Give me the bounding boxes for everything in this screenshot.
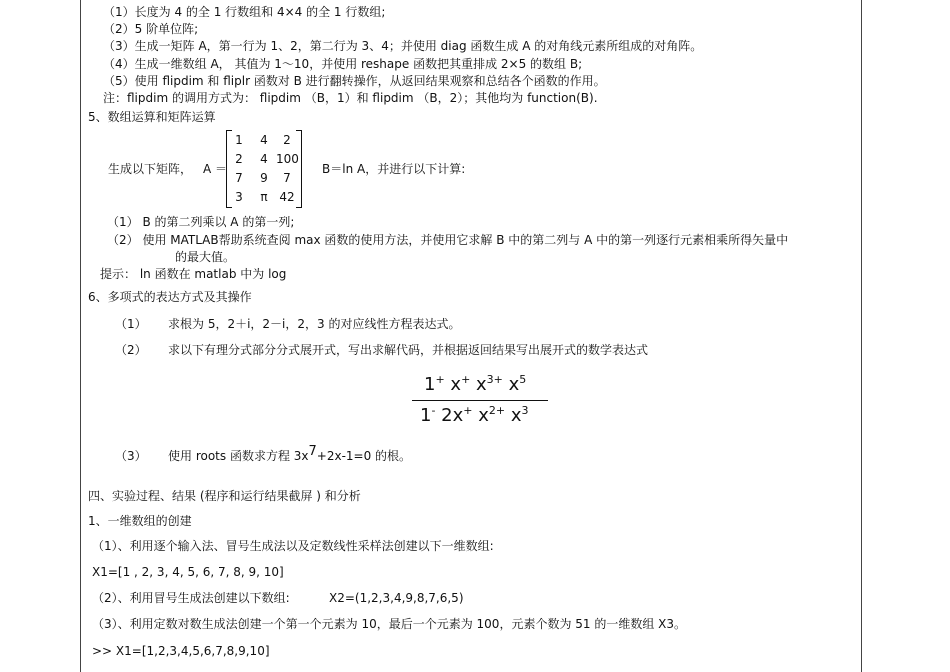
a-equals: A ＝ — [203, 162, 228, 176]
x1-array: X1=[1 , 2, 3, 4, 5, 6, 7, 8, 9, 10] — [92, 565, 284, 579]
b-equals: B＝ln A，并进行以下计算: — [322, 162, 466, 176]
matrix-cell: 4 — [260, 133, 268, 147]
task-4-1-2: （2）、利用冒号生成法创建以下数组: — [92, 591, 290, 605]
right-border — [861, 0, 862, 672]
item-5: （5）使用 flipdim 和 fliplr 函数对 B 进行翻转操作，从返回结果观察和总结各个函数的作用。 — [103, 74, 606, 88]
matrix-cell: 42 — [279, 190, 295, 204]
task-4-1-1: （1）、利用逐个输入法、冒号生成法以及定数线性采样法创建以下一维数组: — [92, 539, 494, 553]
left-border — [80, 0, 81, 672]
matrix-cell: 2 — [235, 152, 243, 166]
heading-5: 5、数组运算和矩阵运算 — [88, 110, 216, 124]
matrix-cell: 7 — [283, 171, 291, 185]
q3-number: （3） — [115, 449, 147, 463]
matrix-cell: 4 — [260, 152, 268, 166]
item-2: （2）5 阶单位阵; — [103, 22, 199, 36]
item-4: （4）生成一维数组 A， 其值为 1～10，并使用 reshape 函数把其重排成 2×5 的数组 B; — [103, 57, 583, 71]
q1-number: （1） — [115, 317, 147, 331]
rational-fraction — [412, 372, 548, 426]
calc-1: （1） B 的第二列乘以 A 的第一列; — [107, 215, 295, 229]
calc-2: （2） 使用 MATLAB帮助系统查阅 max 函数的使用方法，并使用它求解 B 中的第二列与 A 中的第一列逐行元素相乘所得矢量中 — [107, 233, 789, 247]
q3-text: 使用 roots 函数求方程 3x7+2x-1=0 的根。 — [168, 444, 412, 463]
item-3: （3）生成一矩阵 A，第一行为 1、2，第二行为 3、4；并使用 diag 函数生成 A 的对角线元素所组成的对角阵。 — [103, 39, 703, 53]
matrix-cell: π — [260, 190, 268, 204]
matrix-a — [226, 130, 302, 208]
fraction-numerator: 1+ x+ $x^{3+}$ $x^5$ — [424, 373, 527, 395]
fraction-bar — [412, 400, 548, 401]
section-4-heading: 四、实验过程、结果 (程序和运行结果截屏 ) 和分析 — [88, 489, 361, 503]
matrix-cell: 9 — [260, 171, 268, 185]
note: 注：flipdim 的调用方式为： flipdim （B，1）和 flipdim （B，2）；其他均为 function(B). — [103, 91, 598, 105]
section-4-1-heading: 1、一维数组的创建 — [88, 514, 192, 528]
calc-2-cont: 的最大值。 — [175, 250, 236, 264]
x2-array: X2=(1,2,3,4,9,8,7,6,5) — [329, 591, 464, 605]
gen-matrix-prefix: 生成以下矩阵， — [108, 162, 193, 176]
heading-6: 6、多项式的表达方式及其操作 — [88, 290, 252, 304]
fraction-denominator: 1- 2x+ $x^{2+}$ $x^3$ — [420, 404, 529, 426]
matrix-cell: 3 — [235, 190, 243, 204]
item-1: （1）长度为 4 的全 1 行数组和 4×4 的全 1 行数组; — [103, 5, 386, 19]
q2-text: 求以下有理分式部分分式展开式，写出求解代码，并根据返回结果写出展开式的数学表达式 — [168, 343, 649, 357]
q2-number: （2） — [115, 343, 147, 357]
matrix-cell: 1 — [235, 133, 243, 147]
command-line: >> X1=[1,2,3,4,5,6,7,8,9,10] — [92, 644, 270, 658]
matrix-cell: 7 — [235, 171, 243, 185]
hint: 提示： ln 函数在 matlab 中为 log — [100, 267, 287, 281]
q1-text: 求根为 5，2＋i，2－i，2，3 的对应线性方程表达式。 — [168, 317, 461, 331]
matrix-cell: 100 — [276, 152, 299, 166]
task-4-1-3: （3）、利用定数对数生成法创建一个第一个元素为 10，最后一个元素为 100，元素个数为 51 的一维数组 X3。 — [92, 617, 687, 631]
matrix-cell: 2 — [283, 133, 291, 147]
